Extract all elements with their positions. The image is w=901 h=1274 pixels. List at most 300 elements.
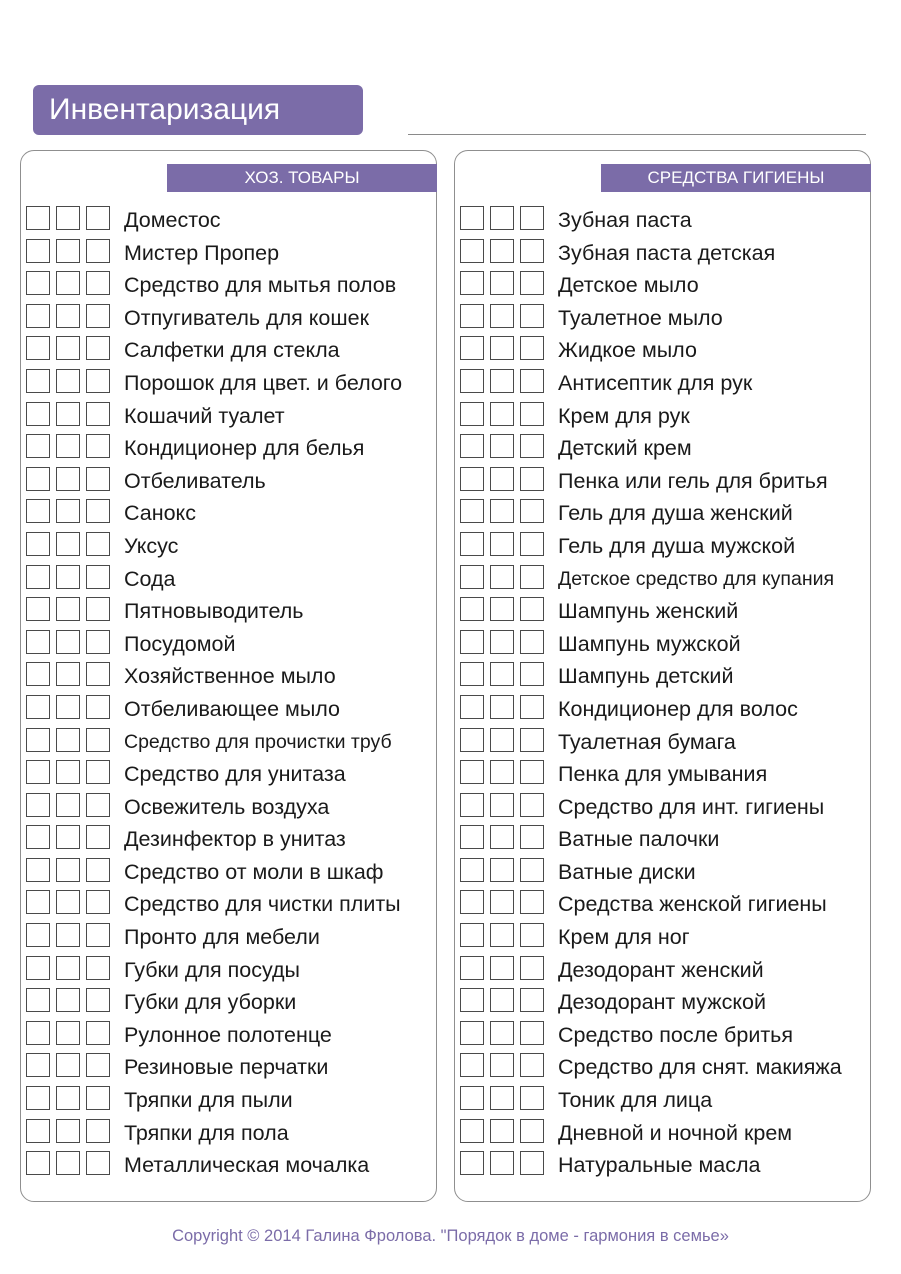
- checkbox-group: [26, 1119, 110, 1143]
- item-label: Кондиционер для волос: [558, 696, 798, 721]
- checkbox[interactable]: [520, 467, 544, 491]
- item-label: Средство для снят. макияжа: [558, 1055, 842, 1080]
- checkbox-group: [460, 434, 544, 458]
- checkbox[interactable]: [520, 271, 544, 295]
- checkbox[interactable]: [26, 532, 50, 556]
- list-item: [460, 956, 866, 989]
- list-item: [26, 467, 432, 500]
- checkbox-group: [460, 1086, 544, 1110]
- checkbox[interactable]: [490, 304, 514, 328]
- checkbox[interactable]: [460, 956, 484, 980]
- checkbox[interactable]: [86, 760, 110, 784]
- checkbox[interactable]: [460, 467, 484, 491]
- checkbox[interactable]: [26, 825, 50, 849]
- checkbox[interactable]: [460, 1151, 484, 1175]
- list-item: [26, 206, 432, 239]
- checkbox[interactable]: [86, 239, 110, 263]
- list-item: [26, 597, 432, 630]
- checkbox[interactable]: [56, 858, 80, 882]
- checkbox[interactable]: [460, 825, 484, 849]
- checkbox[interactable]: [56, 890, 80, 914]
- checkbox[interactable]: [490, 467, 514, 491]
- checkbox[interactable]: [26, 923, 50, 947]
- item-label: Гель для душа мужской: [558, 533, 796, 558]
- checkbox[interactable]: [520, 662, 544, 686]
- checkbox[interactable]: [490, 597, 514, 621]
- checkbox[interactable]: [520, 597, 544, 621]
- checkbox[interactable]: [520, 956, 544, 980]
- checkbox[interactable]: [86, 336, 110, 360]
- checkbox-group: [460, 760, 544, 784]
- checkbox[interactable]: [56, 662, 80, 686]
- item-label: Отбеливающее мыло: [124, 696, 341, 721]
- checkbox[interactable]: [460, 890, 484, 914]
- checkbox[interactable]: [86, 532, 110, 556]
- checkbox[interactable]: [56, 434, 80, 458]
- checkbox[interactable]: [460, 304, 484, 328]
- checkbox-group: [460, 369, 544, 393]
- checkbox[interactable]: [460, 565, 484, 589]
- checkbox[interactable]: [86, 923, 110, 947]
- checkbox[interactable]: [26, 1021, 50, 1045]
- checkbox[interactable]: [490, 825, 514, 849]
- item-label: Хозяйственное мыло: [124, 664, 336, 689]
- checkbox[interactable]: [460, 1053, 484, 1077]
- item-label: Шампунь женский: [558, 599, 739, 624]
- checkbox[interactable]: [86, 499, 110, 523]
- list-item: [460, 630, 866, 663]
- checkbox[interactable]: [490, 858, 514, 882]
- checkbox[interactable]: [86, 304, 110, 328]
- checkbox[interactable]: [520, 1151, 544, 1175]
- item-label: Освежитель воздуха: [124, 794, 330, 819]
- checkbox[interactable]: [56, 630, 80, 654]
- list-item: [460, 402, 866, 435]
- list-item: [460, 434, 866, 467]
- checkbox[interactable]: [86, 402, 110, 426]
- checkbox-group: [460, 271, 544, 295]
- checkbox[interactable]: [490, 271, 514, 295]
- checkbox-group: [26, 1086, 110, 1110]
- checkbox[interactable]: [520, 728, 544, 752]
- checkbox[interactable]: [490, 956, 514, 980]
- checkbox[interactable]: [86, 206, 110, 230]
- checkbox[interactable]: [520, 1119, 544, 1143]
- checkbox[interactable]: [86, 271, 110, 295]
- list-item: [460, 565, 866, 598]
- copyright-footer: Copyright © 2014 Галина Фролова. "Порядок в доме - гармония в семье»: [172, 1227, 729, 1245]
- checkbox[interactable]: [460, 402, 484, 426]
- checkbox-group: [460, 1053, 544, 1077]
- checkbox-group: [460, 923, 544, 947]
- checkbox[interactable]: [56, 304, 80, 328]
- checkbox[interactable]: [26, 239, 50, 263]
- checkbox[interactable]: [520, 890, 544, 914]
- checkbox[interactable]: [56, 239, 80, 263]
- list-item: [26, 369, 432, 402]
- checkbox[interactable]: [56, 206, 80, 230]
- checkbox[interactable]: [26, 1053, 50, 1077]
- checkbox[interactable]: [26, 695, 50, 719]
- checkbox[interactable]: [56, 271, 80, 295]
- list-item: [460, 206, 866, 239]
- list-item: [26, 793, 432, 826]
- checkbox[interactable]: [460, 1086, 484, 1110]
- checkbox[interactable]: [520, 695, 544, 719]
- checkbox-group: [26, 1021, 110, 1045]
- checkbox[interactable]: [26, 956, 50, 980]
- checkbox[interactable]: [26, 304, 50, 328]
- checkbox[interactable]: [490, 1021, 514, 1045]
- checkbox[interactable]: [56, 597, 80, 621]
- checkbox[interactable]: [26, 630, 50, 654]
- checkbox[interactable]: [520, 336, 544, 360]
- checkbox-group: [26, 695, 110, 719]
- checkbox[interactable]: [490, 532, 514, 556]
- checkbox[interactable]: [490, 239, 514, 263]
- item-label: Дезинфектор в унитаз: [124, 827, 346, 852]
- checkbox-group: [460, 1119, 544, 1143]
- checkbox[interactable]: [460, 369, 484, 393]
- checkbox[interactable]: [56, 369, 80, 393]
- checkbox[interactable]: [520, 630, 544, 654]
- checkbox[interactable]: [26, 728, 50, 752]
- checkbox[interactable]: [56, 695, 80, 719]
- list-item: [460, 336, 866, 369]
- checkbox-group: [26, 206, 110, 230]
- checkbox[interactable]: [26, 467, 50, 491]
- checkbox-group: [26, 271, 110, 295]
- list-item: [26, 1021, 432, 1054]
- checkbox[interactable]: [460, 923, 484, 947]
- checkbox[interactable]: [520, 532, 544, 556]
- checkbox[interactable]: [520, 760, 544, 784]
- checkbox-group: [460, 890, 544, 914]
- checkbox[interactable]: [26, 206, 50, 230]
- list-item: [460, 532, 866, 565]
- item-label: Антисептик для рук: [558, 370, 753, 395]
- list-item: [26, 825, 432, 858]
- list-item: [460, 858, 866, 891]
- checkbox-group: [26, 467, 110, 491]
- item-label: Шампунь мужской: [558, 631, 741, 656]
- checkbox[interactable]: [86, 1053, 110, 1077]
- checkbox-group: [26, 760, 110, 784]
- list-item: [460, 760, 866, 793]
- checkbox[interactable]: [520, 369, 544, 393]
- checkbox[interactable]: [86, 565, 110, 589]
- item-label: Средство для чистки плиты: [124, 892, 401, 917]
- list-item: [26, 695, 432, 728]
- checkbox[interactable]: [56, 760, 80, 784]
- hygiene-panel: [454, 150, 871, 1202]
- list-item: [26, 239, 432, 272]
- checkbox-group: [26, 304, 110, 328]
- checkbox[interactable]: [520, 206, 544, 230]
- checkbox[interactable]: [520, 304, 544, 328]
- checkbox-group: [460, 956, 544, 980]
- checkbox[interactable]: [490, 988, 514, 1012]
- item-label: Отбеливатель: [124, 468, 266, 493]
- checkbox-group: [460, 499, 544, 523]
- checkbox[interactable]: [520, 1086, 544, 1110]
- list-item: [26, 402, 432, 435]
- checkbox[interactable]: [490, 1119, 514, 1143]
- item-label: Резиновые перчатки: [124, 1055, 329, 1080]
- checkbox[interactable]: [26, 1086, 50, 1110]
- checkbox[interactable]: [86, 434, 110, 458]
- checkbox[interactable]: [460, 662, 484, 686]
- checkbox[interactable]: [56, 1021, 80, 1045]
- item-label: Ватные диски: [558, 859, 696, 884]
- page-title: Инвентаризация: [33, 85, 363, 135]
- checkbox[interactable]: [86, 1086, 110, 1110]
- checkbox-group: [460, 239, 544, 263]
- checkbox-group: [460, 206, 544, 230]
- item-label: Порошок для цвет. и белого: [124, 370, 403, 395]
- checkbox[interactable]: [460, 336, 484, 360]
- checkbox-group: [26, 1053, 110, 1077]
- checkbox[interactable]: [520, 434, 544, 458]
- item-label: Детский крем: [558, 436, 692, 461]
- list-item: [460, 271, 866, 304]
- item-label: Средство от моли в шкаф: [124, 859, 384, 884]
- checkbox[interactable]: [56, 499, 80, 523]
- checkbox-group: [26, 825, 110, 849]
- checkbox[interactable]: [460, 695, 484, 719]
- checkbox[interactable]: [56, 402, 80, 426]
- item-label: Мистер Пропер: [124, 240, 280, 265]
- list-item: [460, 825, 866, 858]
- checkbox[interactable]: [56, 956, 80, 980]
- item-label: Крем для ног: [558, 925, 690, 950]
- checkbox[interactable]: [26, 858, 50, 882]
- checkbox[interactable]: [460, 239, 484, 263]
- checkbox[interactable]: [460, 1021, 484, 1045]
- item-label: Пенка для умывания: [558, 762, 768, 787]
- checkbox[interactable]: [460, 1119, 484, 1143]
- checkbox[interactable]: [460, 206, 484, 230]
- checkbox-group: [26, 890, 110, 914]
- checkbox[interactable]: [490, 923, 514, 947]
- checkbox[interactable]: [26, 793, 50, 817]
- checkbox[interactable]: [56, 532, 80, 556]
- item-label: Натуральные масла: [558, 1153, 761, 1178]
- list-item: [460, 1086, 866, 1119]
- checkbox-group: [26, 923, 110, 947]
- checkbox-group: [26, 988, 110, 1012]
- item-label: Средство для мытья полов: [124, 273, 397, 298]
- checkbox[interactable]: [460, 793, 484, 817]
- checkbox[interactable]: [86, 630, 110, 654]
- checkbox-group: [26, 728, 110, 752]
- checkbox[interactable]: [490, 206, 514, 230]
- checkbox[interactable]: [490, 695, 514, 719]
- checkbox[interactable]: [86, 825, 110, 849]
- checkbox[interactable]: [56, 793, 80, 817]
- item-label: Пронто для мебели: [124, 925, 320, 950]
- checkbox[interactable]: [490, 793, 514, 817]
- checkbox-group: [26, 369, 110, 393]
- list-item: [26, 988, 432, 1021]
- checkbox-group: [460, 467, 544, 491]
- checkbox[interactable]: [56, 1053, 80, 1077]
- checkbox[interactable]: [520, 793, 544, 817]
- list-item: [460, 304, 866, 337]
- item-label: Средство для унитаза: [124, 762, 346, 787]
- checkbox[interactable]: [26, 369, 50, 393]
- checkbox[interactable]: [26, 1119, 50, 1143]
- item-label: Губки для посуды: [124, 957, 300, 982]
- checkbox[interactable]: [460, 434, 484, 458]
- item-label: Туалетная бумага: [558, 729, 736, 754]
- list-item: [26, 728, 432, 761]
- checkbox[interactable]: [490, 369, 514, 393]
- checkbox[interactable]: [520, 1053, 544, 1077]
- checkbox[interactable]: [26, 402, 50, 426]
- checkbox[interactable]: [520, 239, 544, 263]
- checkbox[interactable]: [86, 1119, 110, 1143]
- list-item: [460, 239, 866, 272]
- list-item: [26, 434, 432, 467]
- checkbox[interactable]: [460, 271, 484, 295]
- checkbox[interactable]: [56, 728, 80, 752]
- checkbox[interactable]: [26, 760, 50, 784]
- list-item: [26, 565, 432, 598]
- checkbox[interactable]: [26, 597, 50, 621]
- hygiene-header: СРЕДСТВА ГИГИЕНЫ: [601, 164, 871, 192]
- checkbox[interactable]: [490, 728, 514, 752]
- checkbox[interactable]: [56, 988, 80, 1012]
- checkbox-group: [460, 1151, 544, 1175]
- checkbox-group: [460, 1021, 544, 1045]
- checkbox[interactable]: [490, 1053, 514, 1077]
- checkbox[interactable]: [460, 760, 484, 784]
- checkbox-group: [460, 402, 544, 426]
- checkbox-group: [26, 597, 110, 621]
- checkbox[interactable]: [490, 565, 514, 589]
- checkbox-group: [460, 793, 544, 817]
- item-label: Салфетки для стекла: [124, 338, 340, 363]
- checkbox[interactable]: [460, 858, 484, 882]
- hygiene-list: [460, 206, 866, 1184]
- item-label: Зубная паста: [558, 208, 692, 232]
- list-item: [460, 695, 866, 728]
- item-label: Сода: [124, 566, 176, 591]
- checkbox[interactable]: [490, 630, 514, 654]
- checkbox[interactable]: [86, 793, 110, 817]
- checkbox[interactable]: [56, 923, 80, 947]
- checkbox[interactable]: [460, 988, 484, 1012]
- list-item: [26, 1086, 432, 1119]
- checkbox[interactable]: [490, 402, 514, 426]
- checkbox[interactable]: [56, 1151, 80, 1175]
- checkbox[interactable]: [490, 434, 514, 458]
- checkbox[interactable]: [86, 467, 110, 491]
- checkbox[interactable]: [26, 890, 50, 914]
- checkbox[interactable]: [56, 1086, 80, 1110]
- checkbox[interactable]: [86, 695, 110, 719]
- checkbox[interactable]: [26, 988, 50, 1012]
- checkbox[interactable]: [490, 336, 514, 360]
- checkbox[interactable]: [520, 565, 544, 589]
- checkbox-group: [26, 499, 110, 523]
- checkbox[interactable]: [460, 597, 484, 621]
- list-item: [26, 336, 432, 369]
- checkbox[interactable]: [460, 728, 484, 752]
- checkbox[interactable]: [460, 532, 484, 556]
- checkbox[interactable]: [26, 565, 50, 589]
- checkbox[interactable]: [520, 858, 544, 882]
- item-label: Дезодорант мужской: [558, 990, 767, 1015]
- checkbox[interactable]: [86, 597, 110, 621]
- household-goods-panel: [20, 150, 437, 1202]
- checkbox-group: [26, 662, 110, 686]
- checkbox[interactable]: [86, 858, 110, 882]
- checkbox[interactable]: [26, 662, 50, 686]
- item-label: Средство для инт. гигиены: [558, 794, 825, 819]
- checkbox[interactable]: [56, 467, 80, 491]
- list-item: [460, 1021, 866, 1054]
- checkbox[interactable]: [26, 271, 50, 295]
- checkbox-group: [26, 793, 110, 817]
- checkbox[interactable]: [86, 1021, 110, 1045]
- checkbox[interactable]: [490, 1151, 514, 1175]
- checkbox[interactable]: [56, 336, 80, 360]
- checkbox[interactable]: [490, 499, 514, 523]
- checkbox-group: [460, 825, 544, 849]
- checkbox[interactable]: [86, 662, 110, 686]
- checkbox[interactable]: [86, 1151, 110, 1175]
- checkbox-group: [26, 956, 110, 980]
- checkbox[interactable]: [460, 499, 484, 523]
- checkbox[interactable]: [86, 728, 110, 752]
- checkbox-group: [460, 728, 544, 752]
- checkbox[interactable]: [26, 434, 50, 458]
- item-label: Ватные палочки: [558, 827, 720, 852]
- checkbox[interactable]: [460, 630, 484, 654]
- checkbox[interactable]: [56, 1119, 80, 1143]
- checkbox[interactable]: [26, 336, 50, 360]
- checkbox-group: [26, 858, 110, 882]
- checkbox[interactable]: [86, 956, 110, 980]
- checkbox[interactable]: [520, 988, 544, 1012]
- list-item: [460, 662, 866, 695]
- item-label: Гель для душа женский: [558, 501, 793, 526]
- checkbox[interactable]: [520, 499, 544, 523]
- list-item: [460, 369, 866, 402]
- checkbox-group: [460, 336, 544, 360]
- checkbox[interactable]: [56, 825, 80, 849]
- checkbox[interactable]: [490, 662, 514, 686]
- checkbox[interactable]: [86, 890, 110, 914]
- checkbox[interactable]: [26, 499, 50, 523]
- checkbox-group: [26, 239, 110, 263]
- checkbox[interactable]: [86, 369, 110, 393]
- checkbox[interactable]: [26, 1151, 50, 1175]
- checkbox[interactable]: [490, 890, 514, 914]
- checkbox[interactable]: [520, 923, 544, 947]
- checkbox[interactable]: [56, 565, 80, 589]
- checkbox[interactable]: [490, 1086, 514, 1110]
- checkbox[interactable]: [520, 402, 544, 426]
- checkbox[interactable]: [86, 988, 110, 1012]
- checkbox[interactable]: [490, 760, 514, 784]
- checkbox[interactable]: [520, 1021, 544, 1045]
- checkbox-group: [460, 988, 544, 1012]
- checkbox[interactable]: [520, 825, 544, 849]
- list-item: [26, 923, 432, 956]
